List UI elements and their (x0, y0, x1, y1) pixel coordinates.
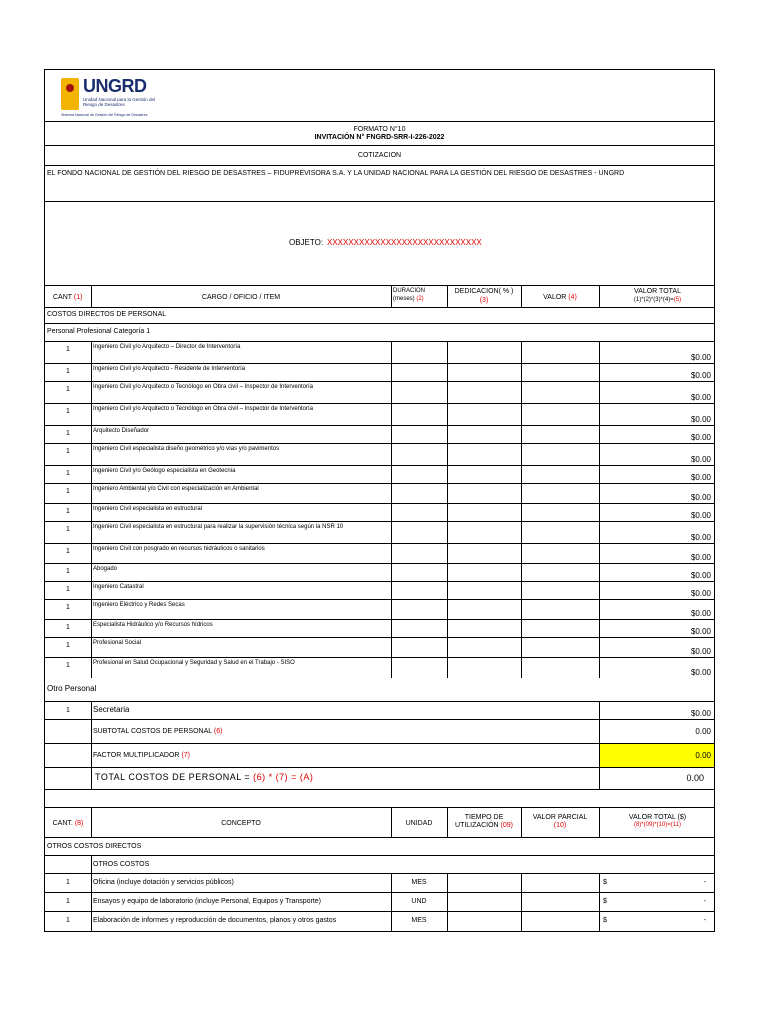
objeto-row (45, 202, 714, 286)
otro-personal-label: Otro Personal (47, 684, 97, 693)
row-valor-cell[interactable] (521, 638, 522, 657)
row-total-cell[interactable] (599, 444, 600, 465)
row-valor-cell[interactable] (521, 600, 522, 619)
row-total[interactable]: $0.00 (690, 668, 711, 677)
costos-directos-row (45, 308, 714, 324)
row-duracion-cell[interactable] (391, 342, 392, 363)
row-duracion-cell[interactable] (391, 504, 392, 521)
table-row (45, 522, 714, 544)
objeto-label: OBJETO: (289, 238, 324, 247)
row-valor-cell[interactable] (521, 522, 522, 543)
table-row (45, 912, 714, 931)
table-row (45, 484, 714, 504)
row-total[interactable]: $0.00 (690, 533, 711, 542)
row-duracion-cell[interactable] (391, 466, 392, 483)
otros-cant: 1 (66, 917, 70, 924)
row-duracion-cell[interactable] (391, 484, 392, 503)
row-duracion-cell[interactable] (391, 638, 392, 657)
row-duracion-cell[interactable] (391, 620, 392, 637)
otros-parcial-cell[interactable] (521, 893, 522, 911)
otros-concepto: Elaboración de informes y reproducción de documentos, planos y otros gastos (93, 917, 337, 924)
row-valor-cell[interactable] (521, 466, 522, 483)
total-personal-label: TOTAL COSTOS DE PERSONAL = (6) * (7) = (A) (95, 772, 314, 782)
entidad-text: EL FONDO NACIONAL DE GESTIÓN DEL RIESGO DE DESASTRES – FIDUPREVISORA S.A. Y LA UNIDAD NACIONAL PARA LA GESTIÓN DEL RIESGO DE DESASTRES - UNGRD (47, 170, 625, 177)
col2-tiempo: TIEMPO DE (464, 814, 504, 821)
table-row (45, 364, 714, 382)
row-cant: 1 (66, 624, 70, 631)
row-total[interactable]: $0.00 (690, 415, 711, 424)
row-total[interactable]: $0.00 (690, 353, 711, 362)
row-dedicacion-cell[interactable] (447, 484, 448, 503)
otros-unidad: UND (411, 898, 427, 905)
row-total-cell[interactable] (599, 544, 600, 563)
col-valor: VALOR (4) (543, 294, 577, 301)
col-cant: CANT (1) (53, 294, 83, 301)
row-valor-cell[interactable] (521, 426, 522, 443)
row-total-cell[interactable] (599, 620, 600, 637)
row-valor-cell[interactable] (521, 620, 522, 637)
row-duracion-cell[interactable] (391, 382, 392, 403)
row-dedicacion-cell[interactable] (447, 522, 448, 543)
row-duracion-cell[interactable] (391, 544, 392, 563)
logo-footer: Sistema Nacional de Gestión del Riesgo de Desastres (61, 113, 148, 117)
row-valor-cell[interactable] (521, 504, 522, 521)
row-dedicacion-cell[interactable] (447, 444, 448, 465)
otros-currency: $ (603, 898, 607, 905)
table-row (45, 658, 714, 678)
row-cargo: Abogado (93, 566, 118, 572)
ungrd-logo (59, 76, 219, 120)
col-dedicacion-ref: (3) (479, 297, 489, 304)
row-cant: 1 (66, 470, 70, 477)
table-row (45, 874, 714, 893)
row-total-cell[interactable] (599, 426, 600, 443)
entidad-row (45, 166, 714, 202)
invitacion-title: INVITACIÓN N° FNGRD-SRR-I-226-2022 (314, 134, 445, 141)
row-total-cell[interactable] (599, 600, 600, 619)
row-cargo: Ingeniero Civil y/o Arquitecto o Tecnólogo en Obra civil – Inspector de Interventoría (93, 406, 314, 412)
cotizacion-row (45, 146, 714, 166)
total-personal-row (45, 768, 714, 790)
otros-costos-directos-label: OTROS COSTOS DIRECTOS (47, 843, 142, 850)
row-cargo: Especialista Hidráulico y/o Recursos hídricos (93, 622, 213, 628)
row-duracion-cell[interactable] (391, 564, 392, 581)
row-cant: 1 (66, 642, 70, 649)
row-valor-cell[interactable] (521, 582, 522, 599)
col2-total-ref: (8)*(09)*(10)=(11) (633, 822, 682, 828)
row-total[interactable]: $0.00 (690, 511, 711, 520)
col2-tiempo-2: UTILIZACIÓN (09) (455, 822, 513, 829)
row-cargo: Ingeniero Civil y/o Arquitecto - Residente de Interventoría (93, 366, 246, 372)
row-cant: 1 (66, 430, 70, 437)
row-cant: 1 (66, 568, 70, 575)
row-total-cell[interactable] (599, 522, 600, 543)
row-total[interactable]: $0.00 (690, 571, 711, 580)
otros-tiempo-cell[interactable] (447, 893, 448, 911)
col2-cant: CANT. (8) (52, 820, 84, 827)
row-duracion-cell[interactable] (391, 444, 392, 465)
row-total[interactable]: $0.00 (690, 473, 711, 482)
row-dedicacion-cell[interactable] (447, 638, 448, 657)
cotizacion-title: COTIZACION (357, 152, 402, 159)
logo-subtitle: Unidad Nacional para la Gestión del Riesgo de Desastres (83, 97, 156, 107)
col-total: VALOR TOTAL (634, 288, 681, 295)
otros-parcial-cell[interactable] (521, 874, 522, 892)
costos-directos-label: COSTOS DIRECTOS DE PERSONAL (47, 311, 167, 318)
row-total-cell[interactable] (599, 504, 600, 521)
row-cargo: Ingeniero Catastral (93, 584, 144, 590)
row-duracion-cell[interactable] (391, 600, 392, 619)
row-duracion-cell[interactable] (391, 658, 392, 678)
subtotal-row (45, 720, 714, 744)
row-valor-cell[interactable] (521, 382, 522, 403)
table-row (45, 638, 714, 658)
row-valor-cell[interactable] (521, 404, 522, 425)
row-duracion-cell[interactable] (391, 426, 392, 443)
otros-concepto: Oficina (incluye dotación y servicios públicos) (93, 879, 234, 886)
row-cargo: Arquitecto Diseñador (93, 428, 150, 434)
row-cant: 1 (66, 448, 70, 455)
row-total-cell[interactable] (599, 404, 600, 425)
table-row (45, 544, 714, 564)
row-duracion-cell[interactable] (391, 582, 392, 599)
row-total-cell[interactable] (599, 658, 600, 678)
row-cant: 1 (66, 408, 70, 415)
table-row (45, 564, 714, 582)
row-dedicacion-cell[interactable] (447, 600, 448, 619)
otros-unidad: MES (411, 917, 427, 924)
row-total[interactable]: $0.00 (690, 553, 711, 562)
spacer-row (45, 790, 714, 808)
formato-title: FORMATO N°10 (353, 126, 406, 133)
col-cargo: CARGO / OFICIO / ITEM (201, 294, 281, 301)
row-cargo: Profesional Social (93, 640, 142, 646)
row-total[interactable]: $0.00 (690, 647, 711, 656)
otros-unidad: MES (411, 879, 427, 886)
subtotal-value[interactable]: 0.00 (695, 727, 711, 736)
row-total-cell[interactable] (599, 564, 600, 581)
row-cant: 1 (66, 368, 70, 375)
col-duracion: DURACION (393, 288, 426, 294)
table-row (45, 444, 714, 466)
row-dedicacion-cell[interactable] (447, 564, 448, 581)
row-total[interactable]: $0.00 (690, 609, 711, 618)
otro-personal-row (45, 678, 714, 702)
row-valor-cell[interactable] (521, 658, 522, 678)
formato-row (45, 122, 714, 146)
personal-header-row (45, 286, 714, 308)
row-dedicacion-cell[interactable] (447, 620, 448, 637)
otros-concepto: Ensayos y equipo de laboratorio (incluye Personal, Equipos y Transporte) (93, 898, 322, 905)
row-total[interactable]: $0.00 (690, 589, 711, 598)
row-dedicacion-cell[interactable] (447, 582, 448, 599)
row-cargo: Ingeniero Civil especialista diseño geométrico y/o vías y/o pavimentos (93, 446, 280, 452)
objeto-value: XXXXXXXXXXXXXXXXXXXXXXXXXXXXX (327, 238, 482, 247)
row-total[interactable]: $0.00 (690, 393, 711, 402)
otros-currency: $ (603, 879, 607, 886)
row-cargo: Ingeniero Civil especialista en estructural (93, 506, 203, 512)
col2-unidad: UNIDAD (405, 820, 433, 827)
row-valor-cell[interactable] (521, 342, 522, 363)
factor-row (45, 744, 714, 768)
table-row (45, 404, 714, 426)
logo-row (45, 70, 714, 122)
row-cant: 1 (66, 488, 70, 495)
factor-value[interactable]: 0.00 (695, 751, 711, 760)
row-total[interactable]: $0.00 (690, 493, 711, 502)
otros-cant: 1 (66, 898, 70, 905)
table-row (45, 382, 714, 404)
table-row (45, 620, 714, 638)
row-valor-cell[interactable] (521, 444, 522, 465)
otros-value[interactable]: - (703, 898, 706, 905)
subtotal-label: SUBTOTAL COSTOS DE PERSONAL (6) (93, 728, 223, 735)
logo-brand: UNGRD (83, 76, 147, 96)
col2-total: VALOR TOTAL ($) (628, 814, 687, 821)
row-total-cell[interactable] (599, 582, 600, 599)
otros-currency: $ (603, 917, 607, 924)
row-cant: 1 (66, 386, 70, 393)
table-row (45, 893, 714, 912)
row-cargo: Ingeniero Civil con posgrado en recursos hidráulicos o sanitarios (93, 546, 265, 552)
row-total-cell[interactable] (599, 638, 600, 657)
personal-table (45, 342, 714, 678)
otro-cant: 1 (66, 707, 70, 714)
row-cant: 1 (66, 662, 70, 669)
row-cargo: Ingeniero Civil especialista en estructural para realizar la supervisión técnica según la NSR 10 (93, 524, 344, 530)
otros-tiempo-cell[interactable] (447, 912, 448, 931)
row-cargo: Ingeniero Civil y/o Arquitecto o Tecnólogo en Obra civil – Inspector de Interventoría (93, 384, 314, 390)
otro-total[interactable]: $0.00 (690, 709, 711, 718)
row-cant: 1 (66, 526, 70, 533)
row-dedicacion-cell[interactable] (447, 544, 448, 563)
otros-value[interactable]: - (703, 917, 706, 924)
row-cargo: Ingeniero Eléctrico y Redes Secas (93, 602, 185, 608)
ungrd-seal-icon (61, 78, 79, 110)
col2-parcial: VALOR PARCIAL (532, 814, 588, 821)
row-cargo: Ingeniero Ambiental y/o Civil con especialización en Ambiental (93, 486, 259, 492)
row-duracion-cell[interactable] (391, 404, 392, 425)
row-cargo: Ingeniero Civil y/o Geólogo especialista en Geotecnia (93, 468, 236, 474)
total-personal-value[interactable]: 0.00 (686, 773, 704, 783)
col-duracion-2: (meses) (2) (393, 296, 424, 302)
row-total-cell[interactable] (599, 342, 600, 363)
row-cant: 1 (66, 508, 70, 515)
row-cant: 1 (66, 346, 70, 353)
table-row (45, 342, 714, 364)
otros-cant: 1 (66, 879, 70, 886)
otros-parcial-cell[interactable] (521, 912, 522, 931)
row-total[interactable]: $0.00 (690, 433, 711, 442)
categoria-label: Personal Profesional Categoría 1 (47, 328, 151, 335)
row-total-cell[interactable] (599, 484, 600, 503)
row-valor-cell[interactable] (521, 564, 522, 581)
otros-value[interactable]: - (703, 879, 706, 886)
otros-costos-sub-row (45, 856, 714, 874)
row-dedicacion-cell[interactable] (447, 658, 448, 678)
row-dedicacion-cell[interactable] (447, 382, 448, 403)
col2-parcial-ref: (10) (553, 822, 567, 829)
otros-costos-directos-row (45, 838, 714, 856)
row-total[interactable]: $0.00 (690, 371, 711, 380)
col2-concepto: CONCEPTO (221, 820, 261, 827)
table-row (45, 466, 714, 484)
factor-label: FACTOR MULTIPLICADOR (7) (93, 752, 190, 759)
table-row (45, 702, 714, 720)
col-dedicacion: DEDICACION( % ) (454, 288, 514, 295)
otros-tiempo-cell[interactable] (447, 874, 448, 892)
row-duracion-cell[interactable] (391, 364, 392, 381)
row-valor-cell[interactable] (521, 484, 522, 503)
row-cargo: Profesional en Salud Ocupacional y Seguridad y Salud en el Trabajo - SISO (93, 660, 295, 666)
col-total-formula: (1)*(2)*(3)*(4)=(5) (633, 297, 682, 303)
row-valor-cell[interactable] (521, 364, 522, 381)
row-dedicacion-cell[interactable] (447, 364, 448, 381)
table-row (45, 582, 714, 600)
row-cant: 1 (66, 548, 70, 555)
table-row (45, 504, 714, 522)
otros-costos-sub-label: OTROS COSTOS (93, 861, 150, 868)
otro-cargo: Secretaria (93, 705, 130, 714)
row-dedicacion-cell[interactable] (447, 404, 448, 425)
row-duracion-cell[interactable] (391, 522, 392, 543)
otros-header-row (45, 808, 714, 838)
row-valor-cell[interactable] (521, 544, 522, 563)
row-dedicacion-cell[interactable] (447, 426, 448, 443)
row-dedicacion-cell[interactable] (447, 342, 448, 363)
table-row (45, 600, 714, 620)
row-total-cell[interactable] (599, 382, 600, 403)
row-total-cell[interactable] (599, 466, 600, 483)
categoria-row (45, 324, 714, 342)
row-total[interactable]: $0.00 (690, 455, 711, 464)
row-cant: 1 (66, 604, 70, 611)
row-total-cell[interactable] (599, 364, 600, 381)
row-cant: 1 (66, 586, 70, 593)
row-dedicacion-cell[interactable] (447, 466, 448, 483)
otros-table (45, 874, 714, 931)
cotizacion-sheet (44, 69, 715, 932)
row-dedicacion-cell[interactable] (447, 504, 448, 521)
row-cargo: Ingeniero Civil y/o Arquitecto – Director de Interventoría (93, 344, 241, 350)
table-row (45, 426, 714, 444)
row-total[interactable]: $0.00 (690, 627, 711, 636)
